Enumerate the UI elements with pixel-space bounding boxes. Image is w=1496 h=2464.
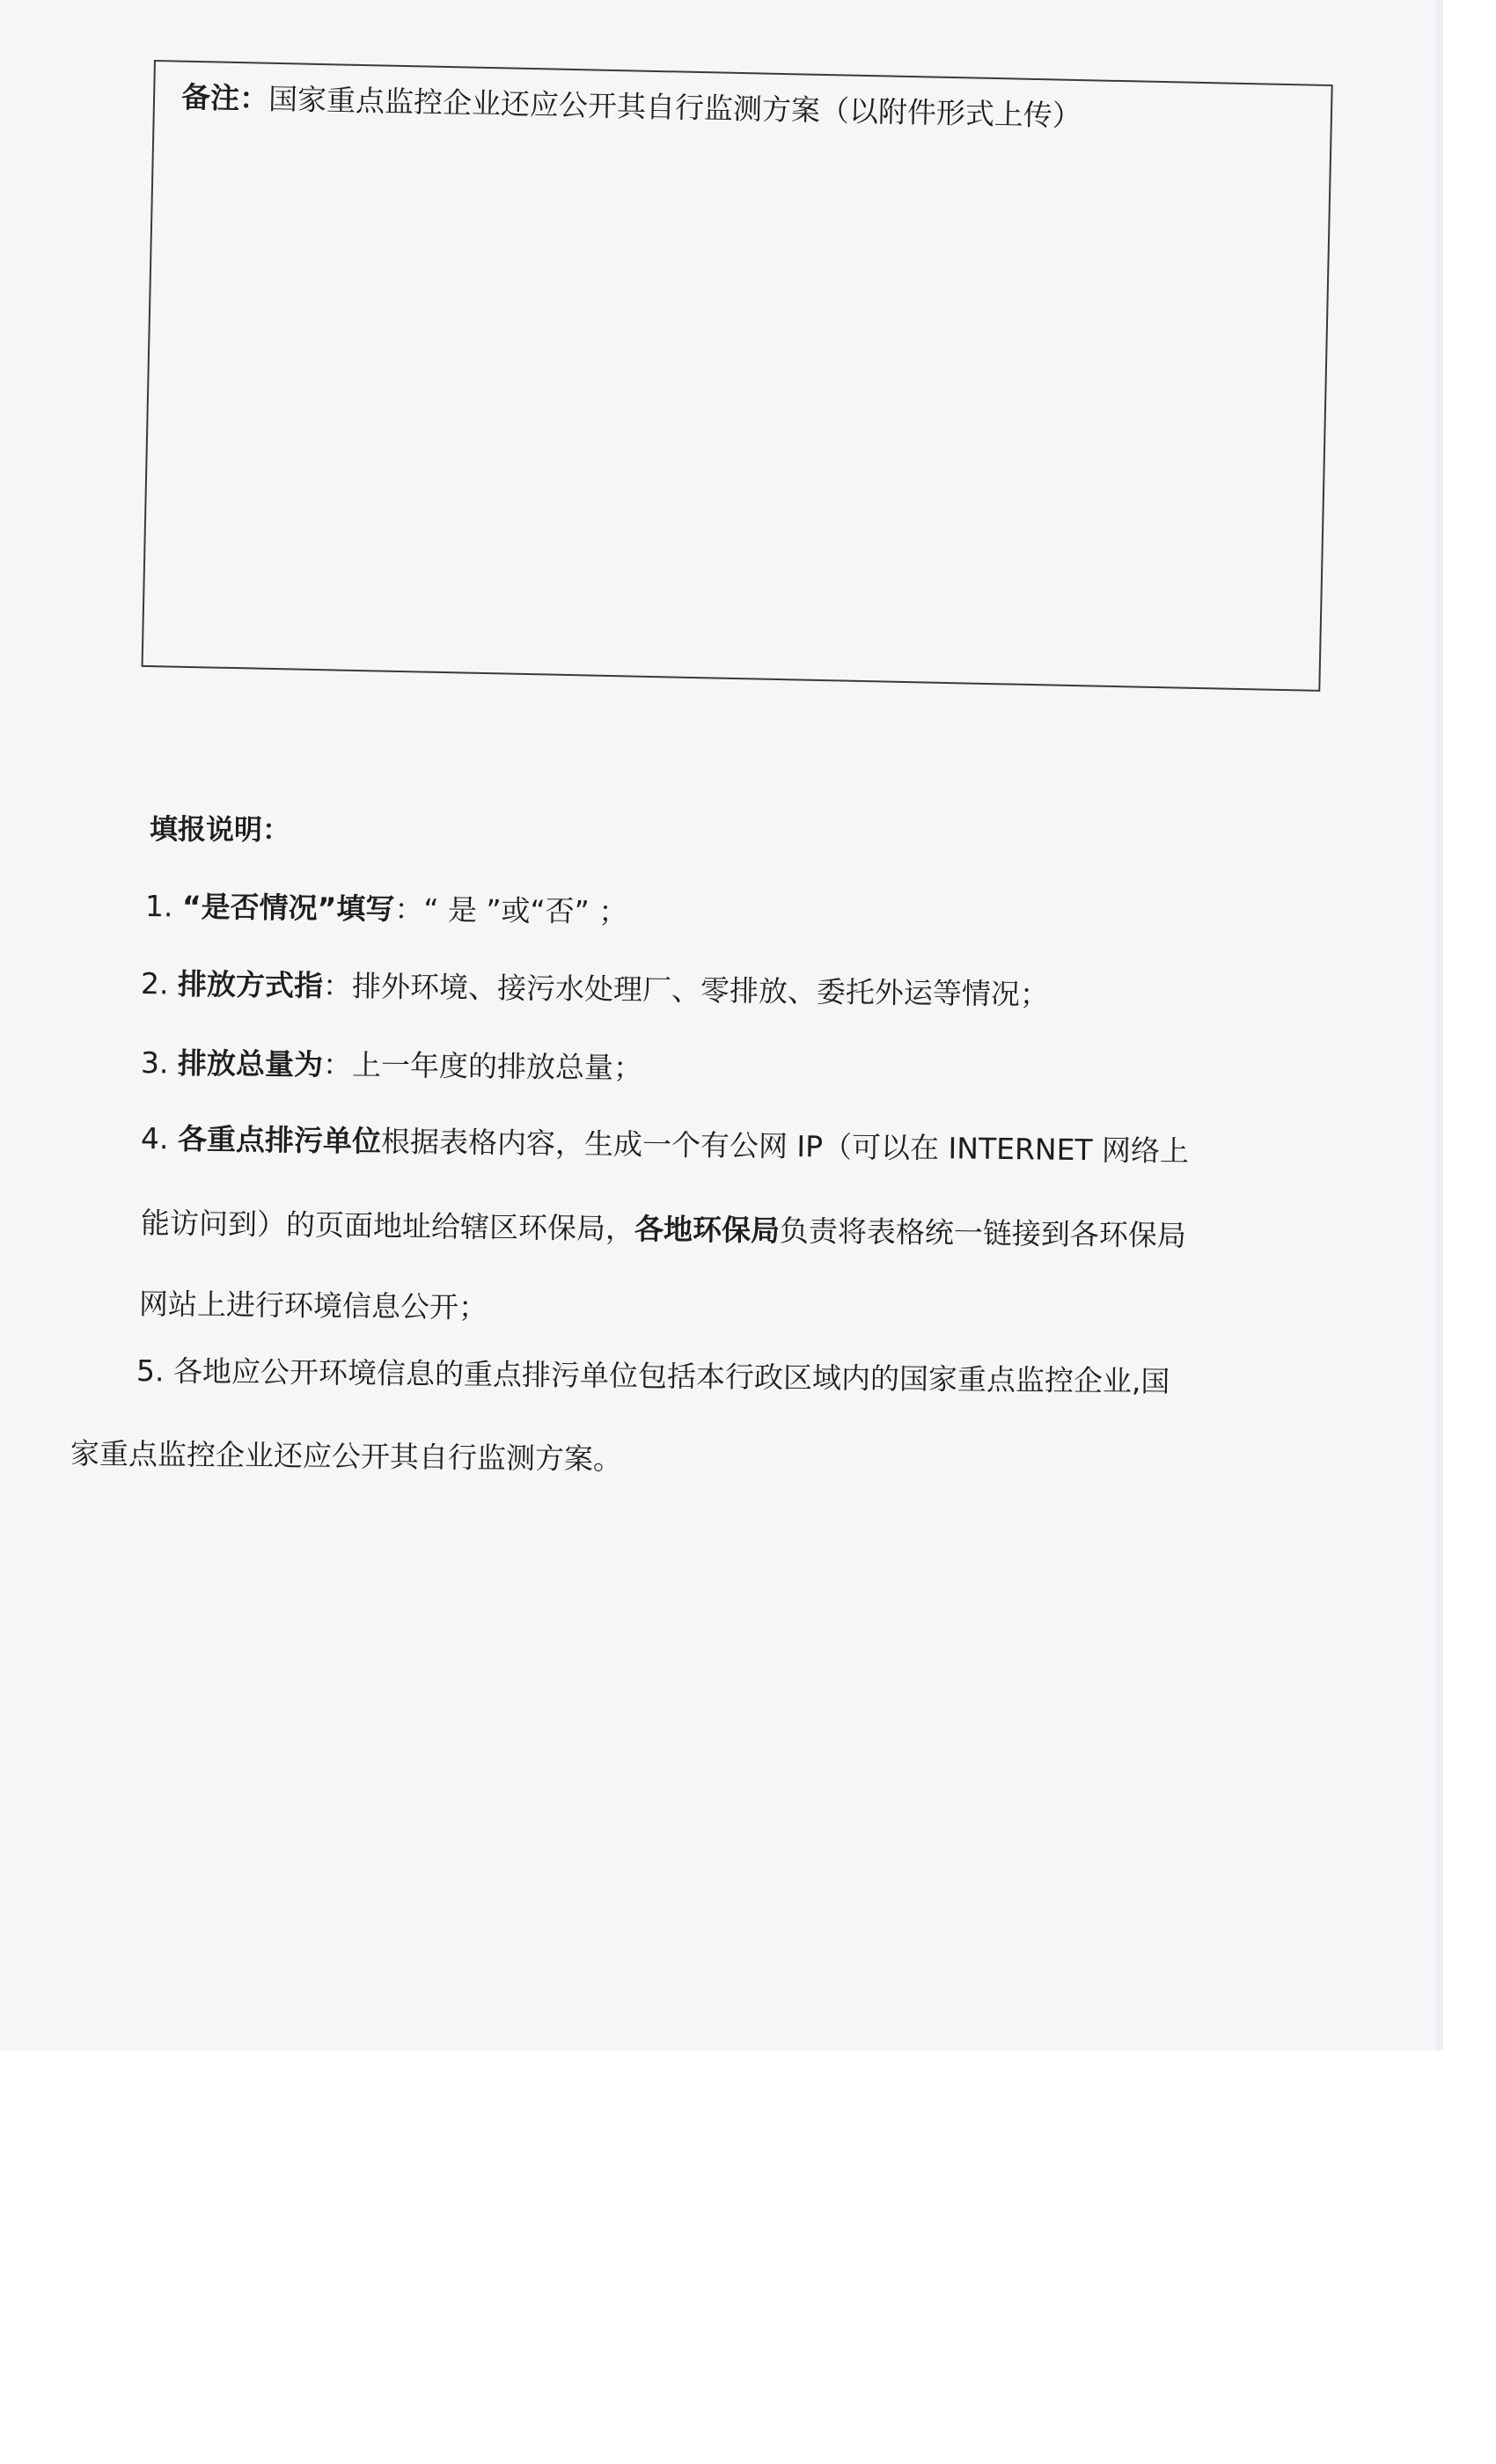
item-number: 3. [140,1045,169,1081]
item-number: 2. [140,966,169,1001]
item-bold-label: 各重点排污单位 [177,1121,382,1159]
remark-text: 国家重点监控企业还应公开其自行监测方案（以附件形式上传） [268,81,1082,134]
item-bold-label: 排放方式指 [177,966,324,1003]
instruction-item-4-line-3 [139,1285,488,1327]
item-text: 网站上进行环境信息公开； [138,1287,488,1325]
remark-label: 备注： [180,79,269,116]
item-number: 1. [144,889,173,924]
instruction-item-2 [141,964,1049,1015]
item-text: ：排外环境、接污水处理厂、零排放、委托外运等情况； [322,968,1050,1012]
item-bold-label: “是否情况”填写 [181,889,395,927]
item-bold-label: 各地环保局 [634,1211,781,1248]
instruction-item-5-line-1 [136,1352,1170,1401]
instruction-item-4-line-2 [141,1204,1186,1256]
item-text: 各地应公开环境信息的重点排污单位包括本行政区域内的国家重点监控企业,国 [172,1353,1170,1399]
instruction-item-1 [145,887,628,932]
instruction-item-5-line-2 [70,1434,622,1479]
instruction-item-4-line-1 [141,1119,1190,1171]
instruction-item-3 [141,1044,642,1088]
item-number: 5. [136,1353,165,1389]
item-text: ：“ 是 ”或“否” ； [394,891,628,929]
item-text: ：上一年度的排放总量； [322,1047,643,1085]
item-text: 根据表格内容，生成一个有公网 IP（可以在 INTERNET 网络上 [380,1124,1190,1169]
item-number: 4. [140,1121,169,1156]
item-text: 能访问到）的页面地址给辖区环保局， [140,1206,635,1246]
instructions-heading: 填报说明： [149,812,291,847]
item-text: 负责将表格统一链接到各环保局 [779,1213,1187,1253]
item-text: 家重点监控企业还应公开其自行监测方案。 [70,1436,623,1477]
item-bold-label: 排放总量为 [177,1045,324,1082]
